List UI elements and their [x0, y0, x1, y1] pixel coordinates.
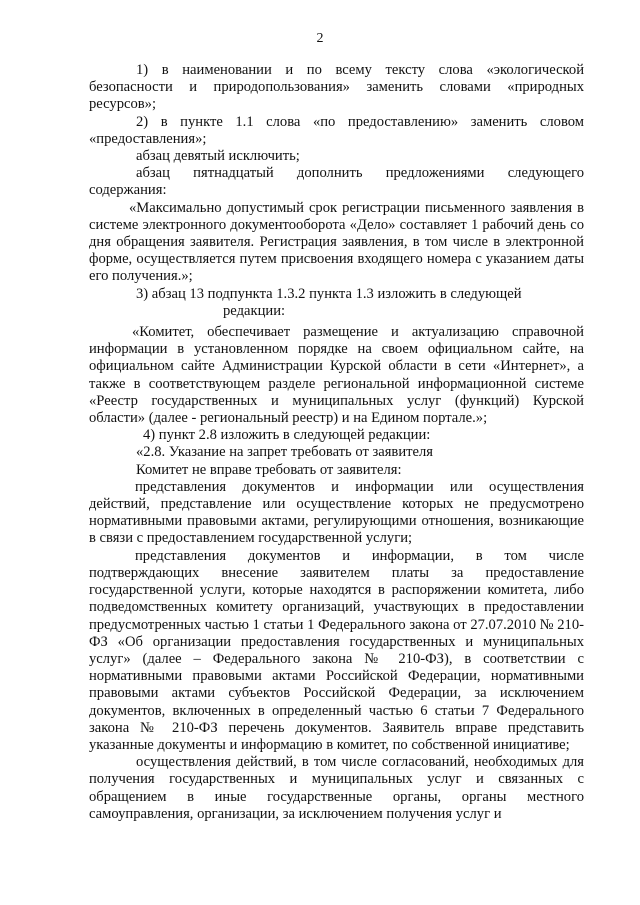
paragraph-item-1: 1) в наименовании и по всему тексту слова «экологической безопасности и природопользования» заменить словами «природных ресурсов»; [89, 62, 584, 113]
paragraph-fifteenth: абзац пятнадцатый дополнить предложениями следующего содержания: [89, 165, 584, 199]
paragraph-restriction-3: осуществления действий, в том числе согласований, необходимых для получения государственных и муниципальных услуг и связанных с обращением в иные государственные органы, органы местного самоуправления, организации, за исключением получения услуг и [89, 754, 584, 822]
paragraph-item-3: 3) абзац 13 подпункта 1.3.2 пункта 1.3 изложить в следующей [136, 285, 522, 302]
paragraph-committee-restriction: Комитет не вправе требовать от заявителя: [136, 461, 402, 478]
paragraph-delete-ninth: абзац девятый исключить; [136, 148, 300, 165]
paragraph-item-4: 4) пункт 2.8 изложить в следующей редакции: [143, 427, 431, 444]
paragraph-item-3-continuation: редакции: [223, 302, 286, 319]
quote-committee-info: «Комитет, обеспечивает размещение и актуализацию справочной информации в установленном порядке на своем официальном сайте, на официальном сайте Администрации Курской области в сети «Интернет», а также в соответствующем разделе региональной информационной системе «Реестр государственных и муниципальных услуг (функций) Курской области» (далее - региональный реестр) и на Едином портале.»; [89, 324, 584, 427]
page-number: 2 [316, 31, 324, 46]
paragraph-restriction-1: представления документов и информации или осуществления действий, представление или осуществление которых не предусмотрено нормативными правовыми актами, регулирующими отношения, возникающие в связи с предоставлением государственной услуги; [89, 478, 584, 547]
paragraph-item-2: 2) в пункте 1.1 слова «по предоставлению» заменить словом «предоставления»; [89, 113, 584, 147]
paragraph-restriction-2: представления документов и информации, в том числе подтверждающих внесение заявителем платы за предоставление государственной услуги, которые находятся в распоряжении комитета, либо подведомственных комитету организаций, участвующих в предоставлении предусмотренных частью 1 статьи 1 Федерального закона от 27.07.2010 № 210-ФЗ «Об организации предоставления государственных и муниципальных услуг» (далее – Федерального закона № 210-ФЗ), в соответствии с нормативными правовыми актами Российской Федерации, нормативными правовыми актами субъектов Российской Федерации, за исключением документов, включенных в определенный частью 6 статьи 7 Федерального закона № 210-ФЗ перечень документов. Заявитель вправе представить указанные документы и информацию в комитет, по собственной инициативе; [89, 547, 584, 753]
quote-section-heading: «2.8. Указание на запрет требовать от заявителя [136, 444, 433, 461]
document-body [89, 62, 584, 823]
quote-registration-term: «Максимально допустимый срок регистрации письменного заявления в системе электронного документооборота «Дело» составляет 1 рабочий день со дня обращения заявителя. Регистрация заявления, в том числе в электронной форме, осуществляется путем присвоения входящего номера с указанием даты его получения.»; [89, 199, 584, 285]
